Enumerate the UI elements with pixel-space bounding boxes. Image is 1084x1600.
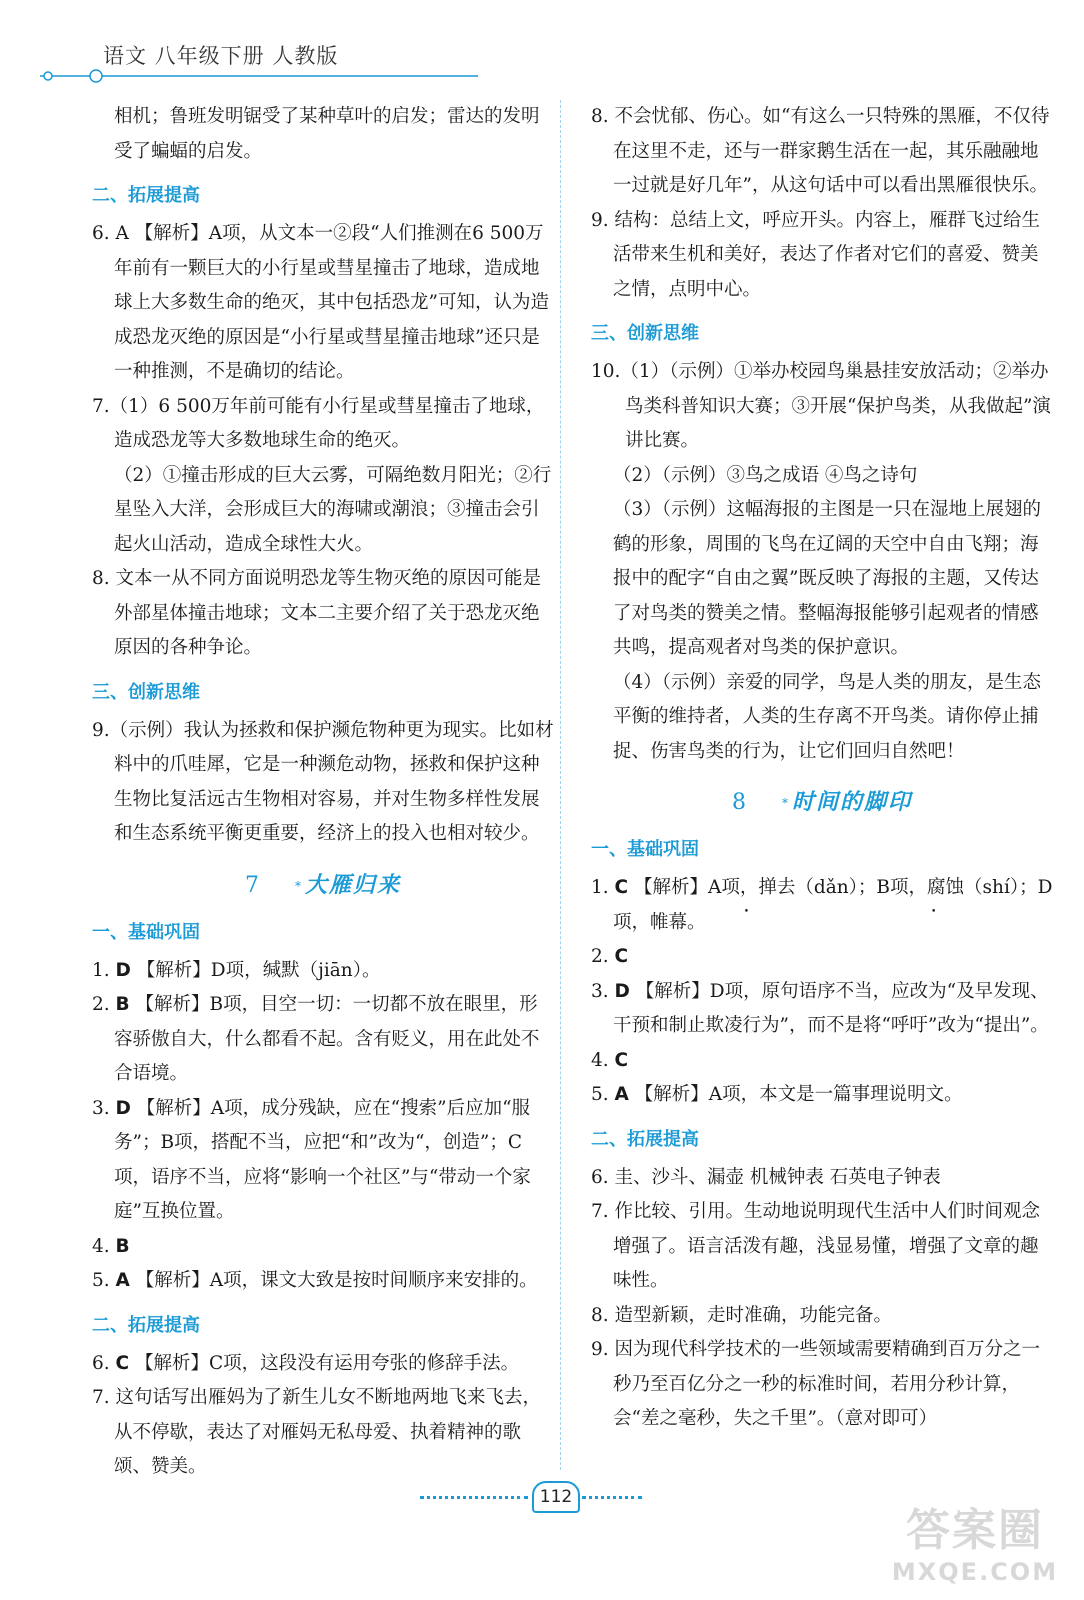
footer-dots-left xyxy=(420,1496,528,1499)
item-text: 【解析】A项， xyxy=(628,877,759,898)
answer-item: （2）（示例）③鸟之成语 ④鸟之诗句 xyxy=(613,464,918,486)
section-heading: 三、创新思维 xyxy=(591,323,699,344)
item-text: 【解析】D项，缄默（jiān）。 xyxy=(130,959,381,981)
item-number: 2. xyxy=(591,946,615,967)
page-header xyxy=(0,0,1084,90)
answer-letter: C xyxy=(115,1352,130,1374)
lesson-name: 大雁归来 xyxy=(304,872,401,898)
item-number: 1. xyxy=(92,959,116,981)
answer-item xyxy=(92,988,554,1092)
star-icon: * xyxy=(781,796,788,810)
section-heading: 二、拓展提高 xyxy=(92,1314,200,1336)
answer-item xyxy=(591,975,1053,1044)
answer-item: 8. 造型新颖，走时准确，功能完备。 xyxy=(591,1304,893,1326)
item-number: 3. xyxy=(591,980,615,1002)
answer-item: （3）（示例）这幅海报的主图是一只在湿地上展翅的鹤的形象，周围的飞鸟在辽阔的天空中自由飞翔；海报中的配字“自由之翼”既反映了海报的主题，又传达了对鸟类的赞美之情。整幅海报能够引起观者的情感共鸣，提高观者对鸟类的保护意识。 xyxy=(613,499,1042,658)
emphasized-char: 蚀 xyxy=(945,877,965,898)
watermark-url: MXQE.COM xyxy=(891,1558,1059,1586)
answer-item: （2）①撞击形成的巨大云雾，可隔绝数月阳光；②行星坠入大洋，会形成巨大的海啸或潮浪；③撞击会引起火山活动，造成全球性大火。 xyxy=(114,464,552,555)
item-number: 4. xyxy=(591,1049,615,1071)
item-text: 【解析】A项，成分残缺，应在“搜索”后应加“服务”；B项，搭配不当，应把“和”改为“，创造”；C项，语序不当，应将“影响一个社区”与“带动一个家庭”互换位置。 xyxy=(114,1097,531,1222)
answer-letter: C xyxy=(614,877,629,898)
answer-letter: D xyxy=(115,959,131,981)
item-number: 5. xyxy=(591,1084,615,1105)
answer-letter: B xyxy=(115,1235,130,1257)
right-column xyxy=(591,100,1053,1437)
emphasized-char: 掸 xyxy=(758,877,777,898)
answer-item: 6. 圭、沙斗、漏壶 机械钟表 石英电子钟表 xyxy=(591,1166,941,1188)
column-divider xyxy=(560,100,561,1470)
answer-item: （4）（示例）亲爱的同学，鸟是人类的朋友，是生态平衡的维持者，人类的生存离不开鸟类。请你停止捕捉、伤害鸟类的行为，让它们回归自然吧！ xyxy=(613,671,1042,762)
item-text: 去（dǎn）；B项，腐 xyxy=(776,877,946,898)
item-text: 【解析】B项，目空一切：一切都不放在眼里，形容骄傲自大，什么都看不起。含有贬义，用在此处不合语境。 xyxy=(114,994,540,1084)
answer-item xyxy=(591,940,1053,975)
answer-item: 10.（1）（示例）①举办校园鸟巢悬挂安放活动；②举办鸟类科普知识大赛；③开展“保护鸟类，从我做起”演讲比赛。 xyxy=(591,361,1051,451)
answer-item: 9. 因为现代科学技术的一些领域需要精确到百万分之一秒乃至百亿分之一秒的标准时间，若用分秒计算，会“差之毫秒，失之千里”。（意对即可） xyxy=(591,1339,1041,1429)
answer-item xyxy=(92,1264,554,1299)
watermark-logo-text: 答案圈 xyxy=(906,1505,1044,1556)
section-heading: 三、创新思维 xyxy=(92,681,200,703)
answer-item xyxy=(591,871,1053,940)
answer-item xyxy=(591,1044,1053,1079)
left-column xyxy=(92,100,554,1485)
answer-item xyxy=(92,954,554,989)
item-number: 5. xyxy=(92,1270,116,1291)
item-text: 【解析】D项，原句语序不当，应改为“及早发现、干预和制止欺凌行为”，而不是将“呼吁”改为“提出”。 xyxy=(613,980,1049,1036)
header-decor-line xyxy=(0,68,490,84)
star-icon: * xyxy=(294,878,301,893)
item-text: （shí）；D项，帷幕。 xyxy=(613,877,1053,933)
item-number: 2. xyxy=(92,994,116,1015)
item-number: 3. xyxy=(92,1097,116,1119)
answer-item: 7.（1）6 500万年前可能有小行星或彗星撞击了地球，造成恐龙等大多数地球生命的绝灭。 xyxy=(92,395,545,451)
page-number: 112 xyxy=(532,1481,580,1513)
answer-letter: A xyxy=(614,1084,629,1105)
section-heading: 一、基础巩固 xyxy=(591,839,699,860)
item-number: 6. xyxy=(92,1352,116,1374)
item-text: 【解析】C项，这段没有运用夸张的修辞手法。 xyxy=(129,1352,520,1374)
lesson-number: 7 xyxy=(244,872,259,898)
answer-item: 7. 这句话写出雁妈为了新生儿女不断地两地飞来飞去，从不停歇，表达了对雁妈无私母爱、执着精神的歌颂、赞美。 xyxy=(92,1387,542,1477)
section-heading: 一、基础巩固 xyxy=(92,921,200,943)
lesson-name: 时间的脚印 xyxy=(791,790,912,815)
footer-dots-right xyxy=(582,1496,642,1499)
answer-item: 8. 文本一从不同方面说明恐龙等生物灭绝的原因可能是外部星体撞击地球；文本二主要介绍了关于恐龙灭绝原因的各种争论。 xyxy=(92,568,542,658)
answer-item xyxy=(92,1347,554,1382)
item-number: 4. xyxy=(92,1235,116,1257)
answer-item xyxy=(92,1092,554,1230)
answer-item: 6. A 【解析】A项，从文本一②段“人们推测在6 500万年前有一颗巨大的小行星或彗星撞击了地球，造成地球上大多数生命的绝灭，其中包括恐龙”可知，认为造成恐龙灭绝的原因是“小行星或彗星撞击地球”还只是一种推测，不是确切的结论。 xyxy=(92,223,549,382)
section-heading: 二、拓展提高 xyxy=(92,185,200,206)
item-text: 【解析】A项，课文大致是按时间顺序来安排的。 xyxy=(129,1270,538,1291)
answer-letter: B xyxy=(115,994,130,1015)
section-heading: 二、拓展提高 xyxy=(591,1128,699,1150)
answer-letter: C xyxy=(614,1049,629,1071)
lesson-title xyxy=(92,866,554,906)
answer-letter: A xyxy=(115,1270,130,1291)
answer-letter: D xyxy=(115,1097,131,1119)
answer-item xyxy=(591,1078,1053,1113)
answer-item: 8. 不会忧郁、伤心。如“有这么一只特殊的黑雁，不仅待在这里不走，还与一群家鹅生活在一起，其乐融融地一过就是好几年”，从这句话中可以看出黑雁很快乐。 xyxy=(591,106,1050,196)
item-number: 1. xyxy=(591,877,615,898)
answer-item: 9.（示例）我认为拯救和保护濒危物种更为现实。比如材料中的爪哇犀，它是一种濒危动物，拯救和保护这种生物比复活远古生物相对容易，并对生物多样性发展和生态系统平衡更重要，经济上的投入也相对较少。 xyxy=(92,719,554,844)
watermark xyxy=(870,1505,1080,1595)
answer-item: 9. 结构：总结上文，呼应开头。内容上，雁群飞过给生活带来生机和美好，表达了作者对它们的喜爱、赞美之情，点明中心。 xyxy=(591,209,1041,300)
item-text: 【解析】A项，本文是一篇事理说明文。 xyxy=(628,1084,963,1105)
lesson-title xyxy=(591,783,1053,823)
answer-letter: D xyxy=(614,980,630,1002)
answer-item: 7. 作比较、引用。生动地说明现代生活中人们时间观念增强了。语言活泼有趣，浅显易懂，增强了文章的趣味性。 xyxy=(591,1201,1041,1291)
book-title: 语文 八年级下册 人教版 xyxy=(103,44,339,68)
answer-letter: C xyxy=(614,946,629,967)
paragraph: 相机；鲁班发明锯受了某种草叶的启发；雷达的发明受了蝙蝠的启发。 xyxy=(114,106,540,162)
lesson-number: 8 xyxy=(731,790,746,815)
answer-item xyxy=(92,1230,554,1265)
